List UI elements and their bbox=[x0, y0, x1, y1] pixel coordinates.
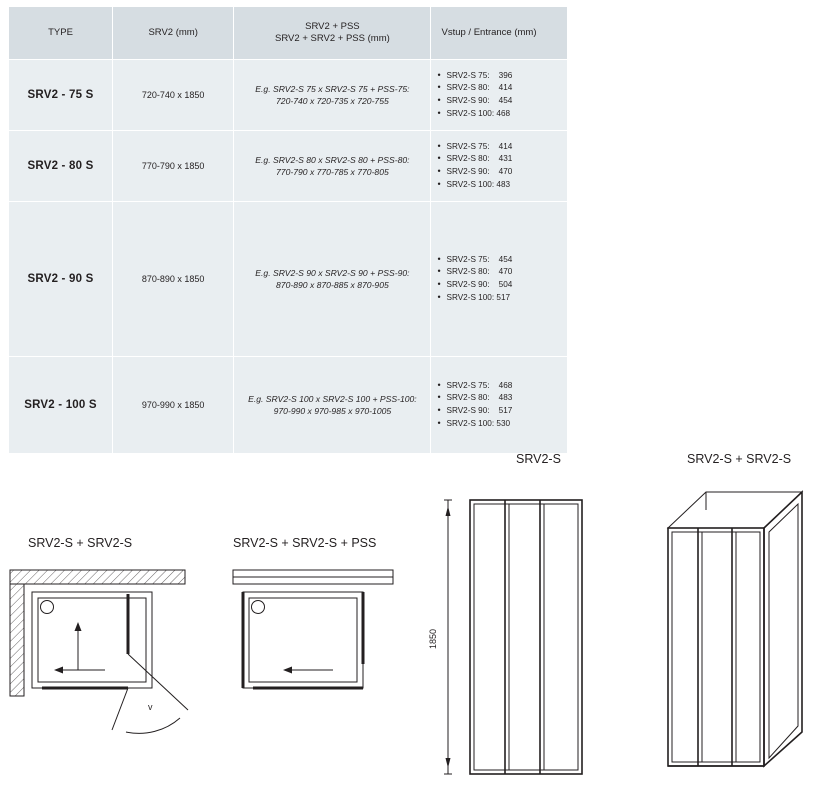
table-row bbox=[9, 357, 568, 454]
cell-srv2: 970-990 x 1850 bbox=[113, 357, 234, 454]
caption-plan-srv2s-srv2s: SRV2-S + SRV2-S bbox=[28, 536, 133, 550]
plan-drawing-srv2s-srv2s bbox=[0, 558, 230, 743]
caption-plan-srv2s-srv2s-pss: SRV2-S + SRV2-S + PSS bbox=[233, 536, 377, 550]
cell-srv2: 870-890 x 1850 bbox=[113, 202, 234, 357]
elevation-drawing-srv2s bbox=[420, 474, 590, 794]
height-dimension-label: 1850 bbox=[428, 628, 438, 649]
cell-srv2: 770-790 x 1850 bbox=[113, 131, 234, 202]
svg-text:v: v bbox=[148, 702, 153, 712]
table-row bbox=[9, 131, 568, 202]
cell-type: SRV2 - 75 S bbox=[9, 60, 113, 131]
column-header-type: TYPE bbox=[9, 7, 113, 60]
cell-entrance: • SRV2-S 75: 468 • SRV2-S 80: 483 • SRV2-S 90: 517 • SRV2-S 100: 530 bbox=[431, 357, 568, 454]
drawings-area bbox=[0, 448, 824, 800]
caption-elevation-srv2s-srv2s: SRV2-S + SRV2-S bbox=[687, 452, 792, 466]
cell-pss: E.g. SRV2-S 90 x SRV2-S 90 + PSS-90: 870-890 x 870-885 x 870-905 bbox=[234, 202, 431, 357]
cell-srv2: 720-740 x 1850 bbox=[113, 60, 234, 131]
cell-entrance: • SRV2-S 75: 396 • SRV2-S 80: 414 • SRV2-S 90: 454 • SRV2-S 100: 468 bbox=[431, 60, 568, 131]
caption-elevation-srv2s: SRV2-S bbox=[516, 452, 561, 466]
column-header-entrance: Vstup / Entrance (mm) bbox=[431, 7, 568, 60]
column-header-srv2: SRV2 (mm) bbox=[113, 7, 234, 60]
cell-type: SRV2 - 90 S bbox=[9, 202, 113, 357]
cell-pss: E.g. SRV2-S 80 x SRV2-S 80 + PSS-80: 770-790 x 770-785 x 770-805 bbox=[234, 131, 431, 202]
cell-entrance: • SRV2-S 75: 414 • SRV2-S 80: 431 • SRV2-S 90: 470 • SRV2-S 100: 483 bbox=[431, 131, 568, 202]
table-row bbox=[9, 202, 568, 357]
elevation-drawing-srv2s-srv2s bbox=[640, 464, 824, 794]
table-header-row bbox=[9, 7, 568, 60]
cell-pss: E.g. SRV2-S 75 x SRV2-S 75 + PSS-75: 720-740 x 720-735 x 720-755 bbox=[234, 60, 431, 131]
specification-table bbox=[8, 6, 568, 454]
cell-type: SRV2 - 80 S bbox=[9, 131, 113, 202]
column-header-pss: SRV2 + PSS SRV2 + SRV2 + PSS (mm) bbox=[234, 7, 431, 60]
cell-type: SRV2 - 100 S bbox=[9, 357, 113, 454]
cell-entrance: • SRV2-S 75: 454 • SRV2-S 80: 470 • SRV2-S 90: 504 • SRV2-S 100: 517 bbox=[431, 202, 568, 357]
cell-pss: E.g. SRV2-S 100 x SRV2-S 100 + PSS-100: 970-990 x 970-985 x 970-1005 bbox=[234, 357, 431, 454]
table-row bbox=[9, 60, 568, 131]
plan-drawing-srv2s-srv2s-pss bbox=[215, 558, 430, 743]
